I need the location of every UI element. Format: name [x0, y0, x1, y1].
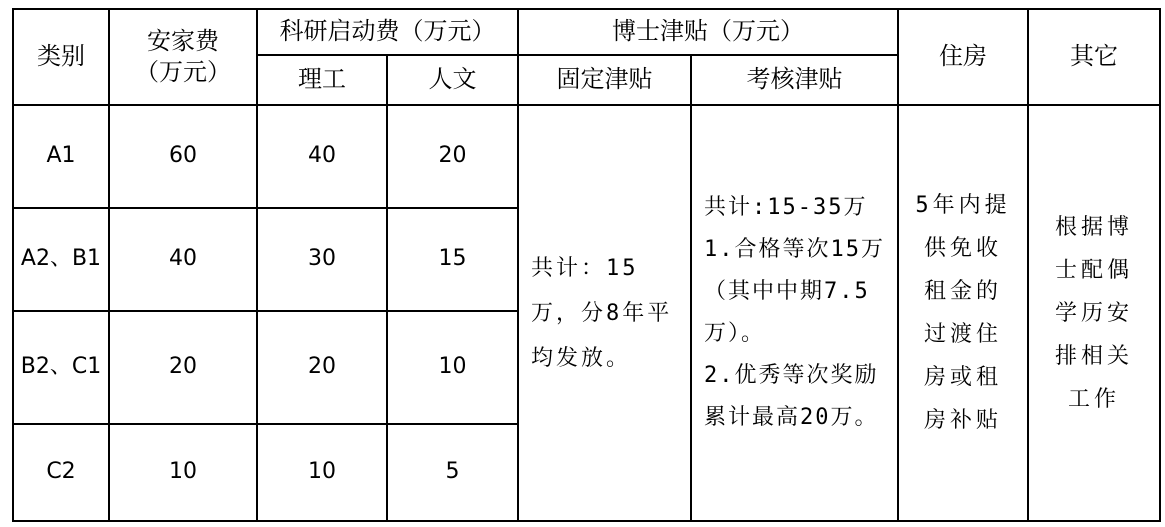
cell-research-hum: 5	[387, 424, 518, 521]
cell-category: A2、B1	[13, 208, 109, 311]
header-research-sci: 理工	[257, 55, 387, 105]
housing-text: 5年内提供免收租金的过渡住房或租房补贴	[915, 193, 1011, 433]
cell-research-sci: 10	[257, 424, 387, 521]
header-other: 其它	[1028, 9, 1160, 105]
header-phd-fixed: 固定津贴	[518, 55, 691, 105]
assessment-allowance-text	[692, 187, 897, 439]
assessment-line-excellent: 2.优秀等次奖励累计最高20万。	[704, 363, 879, 430]
header-category: 类别	[13, 9, 109, 105]
cell-settle: 60	[109, 105, 257, 208]
assessment-line-total: 共计:15-35万	[704, 195, 868, 220]
other-text: 根据博士配偶学历安排相关工作	[1054, 214, 1133, 412]
header-phd-assess: 考核津贴	[691, 55, 898, 105]
cell-research-hum: 15	[387, 208, 518, 311]
header-settle-line1: 安家费	[147, 26, 219, 55]
cell-research-hum: 20	[387, 105, 518, 208]
cell-category: A1	[13, 105, 109, 208]
table-row	[13, 105, 1160, 208]
header-research: 科研启动费（万元）	[257, 9, 518, 55]
header-phd: 博士津贴（万元）	[518, 9, 898, 55]
header-research-hum: 人文	[387, 55, 518, 105]
cell-research-sci: 20	[257, 311, 387, 424]
header-row-1	[13, 9, 1160, 55]
header-settle	[109, 9, 257, 105]
fixed-allowance-text: 共计：15万，分8年平均发放。	[531, 255, 673, 371]
assessment-line-qualified: 1.合格等次15万（其中中期7.5万）。	[704, 237, 885, 346]
cell-housing	[898, 105, 1028, 521]
cell-research-sci: 40	[257, 105, 387, 208]
talent-benefits-table	[12, 8, 1161, 522]
cell-settle: 40	[109, 208, 257, 311]
cell-category: C2	[13, 424, 109, 521]
cell-category: B2、C1	[13, 311, 109, 424]
header-settle-line2: （万元）	[135, 58, 231, 86]
cell-settle: 10	[109, 424, 257, 521]
cell-other	[1028, 105, 1160, 521]
cell-settle: 20	[109, 311, 257, 424]
cell-fixed-allowance	[518, 105, 691, 521]
header-housing: 住房	[898, 9, 1028, 105]
cell-research-sci: 30	[257, 208, 387, 311]
cell-research-hum: 10	[387, 311, 518, 424]
cell-assessment-allowance	[691, 105, 898, 521]
